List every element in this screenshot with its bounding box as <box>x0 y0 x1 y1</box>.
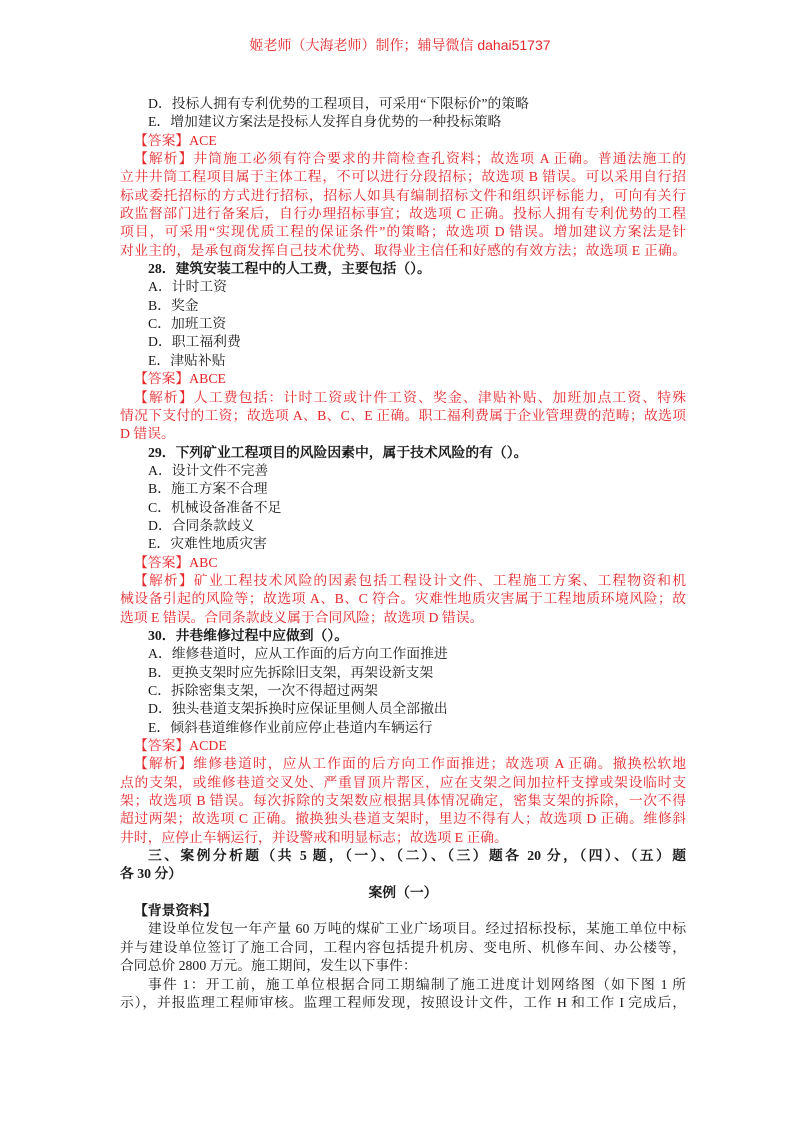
analysis-line: 对业主的，是承包商发挥自己技术优势、取得业主信任和好感的有效方法；故选项 E 正确。 <box>120 242 686 258</box>
question-28 <box>120 260 686 443</box>
analysis-line: 【解析】矿业工程技术风险的因素包括工程设计文件、工程施工方案、工程物资和机 <box>134 572 686 588</box>
option-a: A．计时工资 <box>148 279 227 295</box>
body-text-line: 合同总价 2800 万元。施工期间，发生以下事件： <box>120 958 417 974</box>
answer-line: 【答案】ACDE <box>134 738 227 754</box>
question-stem: 30．井巷维修过程中应做到（）。 <box>148 627 349 643</box>
analysis-line: 井时，应停止车辆运行，并设警戒和明显标志；故选项 E 正确。 <box>120 829 508 845</box>
analysis-line: 械设备引起的风险等；故选项 A、B、C 符合。灾难性地质灾害属于工程地质环境风险；故 <box>120 591 686 607</box>
event-text-line: 事件 1：开工前，施工单位根据合同工期编制了施工进度计划网络图（如下图 1 所 <box>148 976 686 992</box>
section-title: 各 30 分） <box>120 866 183 882</box>
option-d: D．投标人拥有专利优势的工程项目，可采用“下限标价”的策略 <box>148 96 529 111</box>
question-stem: 29．下列矿业工程项目的风险因素中，属于技术风险的有（）。 <box>148 444 528 460</box>
body-text-line: 建设单位发包一年产量 60 万吨的煤矿工业广场项目。经过招标投标，某施工单位中标 <box>148 921 686 937</box>
question-27-continued <box>120 95 686 260</box>
analysis-line: 超过两架；故选项 C 正确。撤换独头巷道支架时，里边不得有人；故选项 D 正确。维修斜 <box>120 811 686 827</box>
header-credit: 姬老师（大海老师）制作；辅导微信 dahai51737 <box>249 37 551 53</box>
answer-line: 【答案】ABCE <box>134 371 226 387</box>
answer-line: 【答案】ACE <box>134 132 217 148</box>
option-d: D．合同条款歧义 <box>148 517 255 533</box>
option-e: E．灾难性地质灾害 <box>148 536 267 552</box>
analysis-line: 【解析】井筒施工必须有符合要求的井筒检查孔资料；故选项 A 正确。普通法施工的 <box>134 151 686 167</box>
option-a: A．设计文件不完善 <box>148 462 269 478</box>
option-c: C．机械设备准备不足 <box>148 499 282 515</box>
option-c: C．加班工资 <box>148 316 227 332</box>
event-text-line: 示），并报监理工程师审核。监理工程师发现，按照设计文件，工作 H 和工作 I 完成后， <box>120 994 686 1010</box>
analysis-line: 【解析】维修巷道时，应从工作面的后方向工作面推进；故选项 A 正确。撤换松软地 <box>134 756 686 772</box>
analysis-line: 【解析】人工费包括：计时工资或计件工资、奖金、津贴补贴、加班加点工资、特殊 <box>134 389 686 405</box>
analysis-line: 项目，可采用“实现优质工程的保证条件”的策略；故选项 D 错误。增加建议方案法是针 <box>120 224 686 240</box>
analysis-line: 政监督部门进行备案后，自行办理招标事宜；故选项 C 正确。投标人拥有专利优势的工程 <box>120 206 686 222</box>
option-b: B．奖金 <box>148 297 199 313</box>
option-e: E．津贴补贴 <box>148 352 226 368</box>
analysis-line: 架；故选项 B 错误。每次拆除的支架数应根据具体情况确定，密集支架的拆除，一次不得 <box>120 793 686 809</box>
analysis-line: 点的支架，或维修巷道交叉处、严重冒顶片帮区，应在支架之间加拉杆支撑或架设临时支 <box>120 774 686 790</box>
option-e: E．增加建议方案法是投标人发挥自身优势的一种投标策略 <box>148 114 502 130</box>
analysis-line: 情况下支付的工资；故选项 A、B、C、E 正确。职工福利费属于企业管理费的范畴；故选项 <box>120 407 686 423</box>
section-title: 三、案例分析题（共 5 题，（一）、（二）、（三）题各 20 分，（四）、（五）题 <box>148 848 686 864</box>
answer-line: 【答案】ABC <box>134 554 218 570</box>
option-c: C．拆除密集支架，一次不得超过两架 <box>148 683 378 698</box>
analysis-line: 选项 E 错误。合同条款歧义属于合同风险；故选项 D 错误。 <box>120 609 484 625</box>
analysis-line: 立井井筒工程项目属于主体工程，不可以进行分段招标；故选项 B 错误。可以采用自行招 <box>120 169 686 185</box>
option-b: B．施工方案不合理 <box>148 481 268 497</box>
analysis-line: 标或委托招标的方式进行招标，招标人如具有编制招标文件和组织评标能力，可向有关行 <box>120 187 686 203</box>
case-title: 案例（一） <box>368 884 438 900</box>
option-d: D．职工福利费 <box>148 334 241 350</box>
document-body <box>120 95 686 1012</box>
question-stem: 28．建筑安装工程中的人工费，主要包括（）。 <box>148 261 431 277</box>
option-d: D．独头巷道支架拆换时应保证里侧人员全部撤出 <box>148 701 448 717</box>
option-a: A．维修巷道时，应从工作面的后方向工作面推进 <box>148 646 448 662</box>
case-analysis-section <box>120 847 686 1012</box>
question-30 <box>120 627 686 847</box>
question-29 <box>120 444 686 627</box>
option-e: E．倾斜巷道维修作业前应停止巷道内车辆运行 <box>148 719 433 735</box>
option-b: B．更换支架时应先拆除旧支架，再架设新支架 <box>148 664 434 680</box>
analysis-line: D 错误。 <box>120 426 175 442</box>
body-text-line: 并与建设单位签订了施工合同，工程内容包括提升机房、变电所、机修车间、办公楼等， <box>120 939 686 955</box>
background-label: 【背景资料】 <box>134 903 217 919</box>
